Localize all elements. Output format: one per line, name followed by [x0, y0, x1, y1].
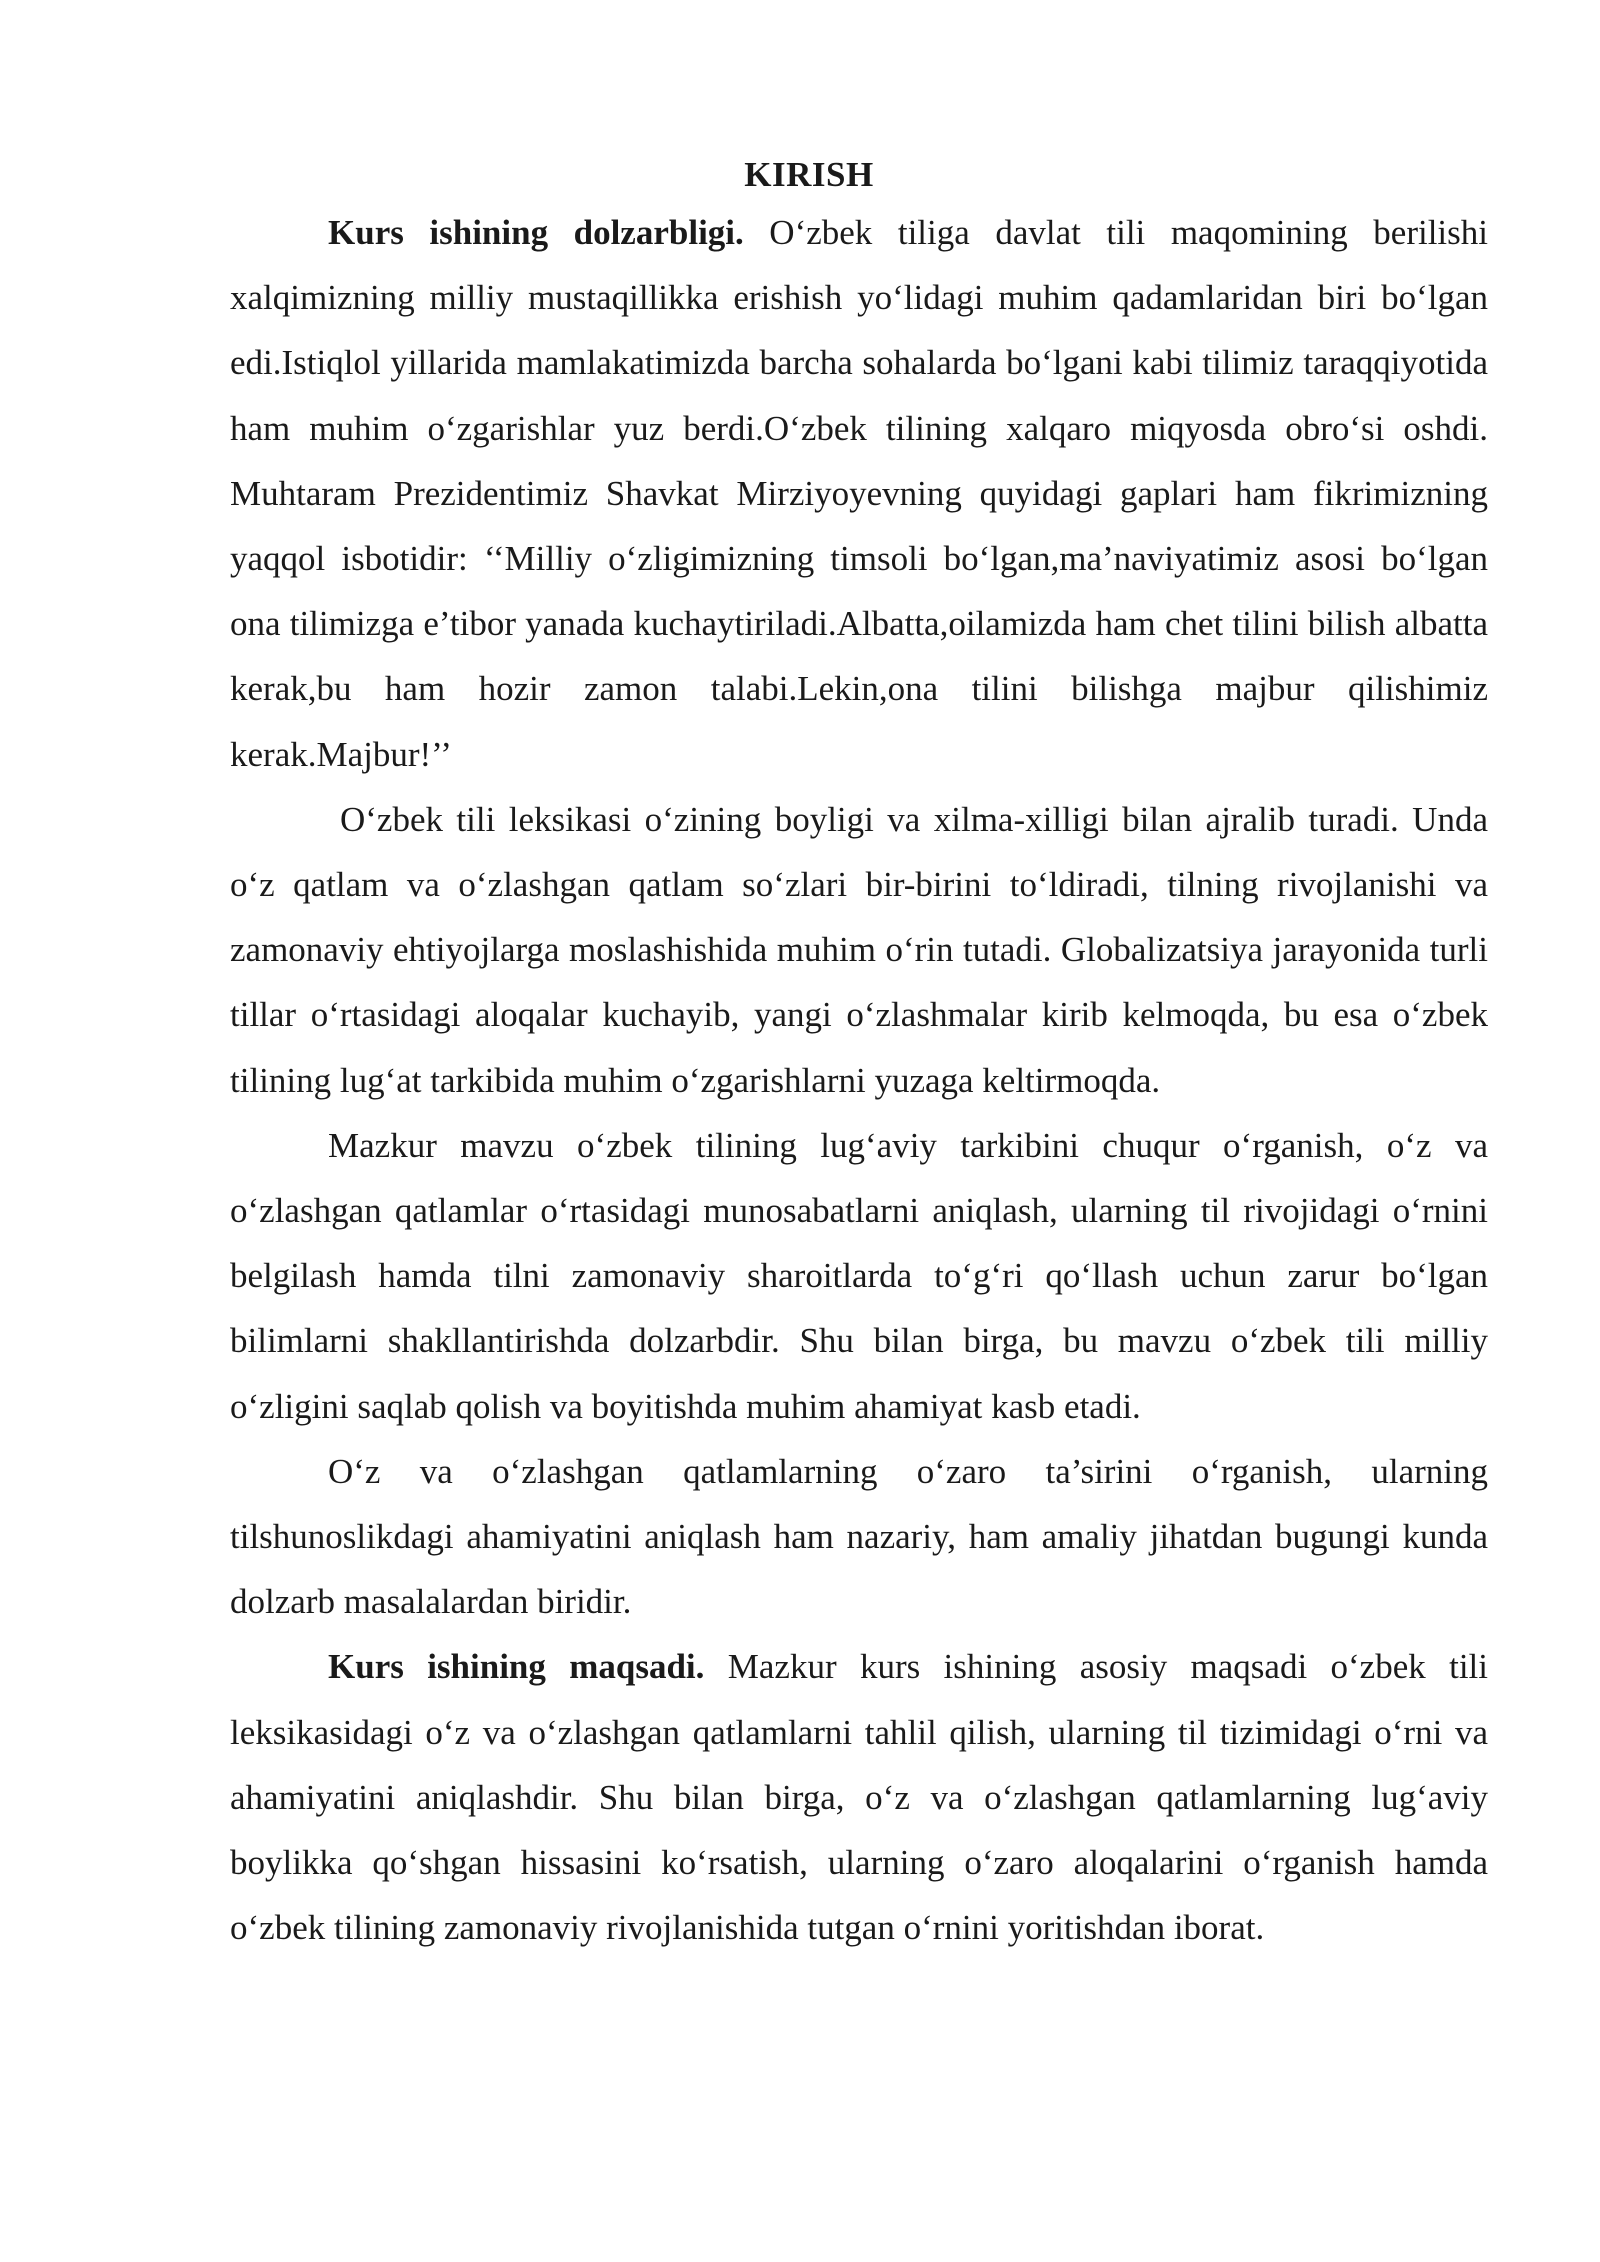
paragraph-lead-goal: Kurs ishining maqsadi. [328, 1647, 705, 1687]
paragraph-text: O‘z va o‘zlashgan qatlamlarning o‘zaro ta’sirini o‘rganish, ularning tilshunoslikdagi ahamiyatini aniqlash ham nazariy, ham amaliy jihatdan bugungi kunda dolzarb masalalardan biridir. [230, 1451, 1488, 1622]
document-body [230, 150, 1488, 1960]
paragraph-text: Mazkur kurs ishining asosiy maqsadi o‘zbek tili leksikasidagi o‘z va o‘zlashgan qatlamlarni tahlil qilish, ularning til tizimidagi o‘rni va ahamiyatini aniqlashdir. Shu bilan birga, o‘z va o‘zlashgan qatlamlarning lug‘aviy boylikka qo‘shgan hissasini ko‘rsatish, ularning o‘zaro aloqalarini o‘rganish hamda o‘zbek tilining zamonaviy rivojlanishida tutgan o‘rnini yoritishdan iborat. [230, 1647, 1488, 1948]
paragraph-text: Mazkur mavzu o‘zbek tilining lug‘aviy tarkibini chuqur o‘rganish, o‘z va o‘zlashgan qatlamlar o‘rtasidagi munosabatlarni aniqlash, ularning til rivojidagi o‘rnini belgilash hamda tilni zamonaviy sharoitlarda to‘g‘ri qo‘llash uchun zarur bo‘lgan bilimlarni shakllantirishda dolzarbdir. Shu bilan birga, bu mavzu o‘zbek tili milliy o‘zligini saqlab qolish va boyitishda muhim ahamiyat kasb etadi. [230, 1125, 1488, 1426]
paragraph-relevance [230, 200, 1488, 787]
paragraph-lexicon [230, 787, 1488, 1113]
paragraph-interaction [230, 1439, 1488, 1635]
paragraph-goal [230, 1634, 1488, 1960]
page-title: KIRISH [744, 155, 874, 194]
paragraph-lead-relevance: Kurs ishining dolzarbligi. [328, 213, 744, 252]
paragraph-text: O‘zbek tiliga davlat tili maqomining berilishi xalqimizning milliy mustaqillikka erishish yo‘lidagi muhim qadamlaridan biri bo‘lgan edi.Istiqlol yillarida mamlakatimizda barcha sohalarda bo‘lgani kabi tilimiz taraqqiyotida ham muhim o‘zgarishlar yuz berdi.O‘zbek tilining xalqaro miqyosda obro‘si oshdi. Muhtaram Prezidentimiz Shavkat Mirziyoyevning quyidagi gaplari ham fikrimizning yaqqol isbotidir: ‘‘Milliy o‘zligimizning timsoli bo‘lgan,ma’naviyatimiz asosi bo‘lgan ona tilimizga e’tibor yanada kuchaytiriladi.Albatta,oilamizda ham chet tilini bilish albatta kerak,bu ham hozir zamon talabi.Lekin,ona tilini bilishga majbur qilishimiz kerak.Majbur!’’ [230, 213, 1488, 774]
paragraph-topic [230, 1113, 1488, 1439]
paragraph-text: O‘zbek tili leksikasi o‘zining boyligi va xilma-xilligi bilan ajralib turadi. Unda o‘z qatlam va o‘zlashgan qatlam so‘zlari bir-birini to‘ldiradi, tilning rivojlanishi va zamonaviy ehtiyojlarga moslashishida muhim o‘rin tutadi. Globalizatsiya jarayonida turli tillar o‘rtasidagi aloqalar kuchayib, yangi o‘zlashmalar kirib kelmoqda, bu esa o‘zbek tilining lug‘at tarkibida muhim o‘zgarishlarni yuzaga keltirmoqda. [230, 799, 1488, 1100]
